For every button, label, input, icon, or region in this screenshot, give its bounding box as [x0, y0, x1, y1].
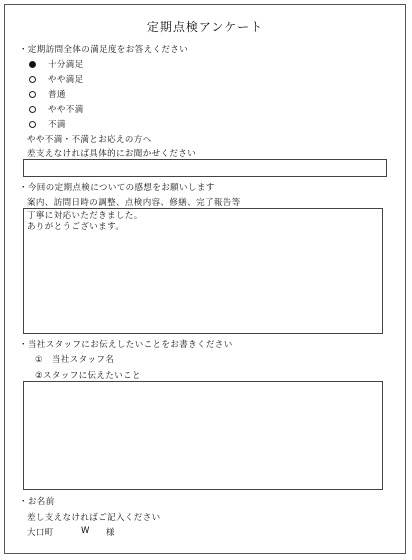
radio-icon[interactable] — [29, 91, 36, 98]
radio-icon[interactable] — [29, 76, 36, 83]
q2-question: ・今回の定期点検についての感想をお願いします — [19, 183, 215, 193]
q1-followup-line1: やや不満・不満とお応えの方へ — [27, 135, 152, 145]
q4-hint: 差し支えなければご記入ください — [27, 513, 161, 523]
survey-form — [4, 4, 406, 554]
form-title: 定期点検アンケート — [146, 20, 264, 34]
q3-question: ・当社スタッフにお伝えしたいことをお書きください — [19, 340, 233, 350]
radio-icon[interactable] — [29, 61, 36, 68]
q3-answer-field[interactable] — [23, 381, 383, 490]
q1-option-label: 普通 — [48, 90, 66, 100]
name-honorific: 様 — [106, 528, 115, 538]
radio-icon[interactable] — [29, 121, 36, 128]
q4-question: ・お名前 — [19, 497, 55, 507]
name-location: 大口町 — [27, 528, 54, 538]
q1-option-4[interactable] — [29, 103, 84, 115]
q2-hint: 案内、訪問日時の調整、点検内容、修繕、完了報告等 — [27, 198, 241, 208]
q1-option-1[interactable] — [29, 58, 84, 70]
q2-answer-field[interactable]: 丁寧に対応いただきました。 ありがとうございます。 — [23, 208, 383, 334]
q1-followup-line2: 差支えなければ具体的にお聞かせください — [27, 149, 197, 159]
q1-option-label: 十分満足 — [48, 60, 84, 70]
q1-answer-field[interactable] — [23, 159, 387, 177]
name-initial: W — [81, 526, 90, 536]
q1-option-label: やや不満 — [48, 105, 84, 115]
q1-option-2[interactable] — [29, 73, 84, 85]
q1-option-label: 不満 — [48, 120, 66, 130]
q1-question: ・定期訪問全体の満足度をお答えください — [19, 45, 189, 55]
q1-option-label: やや満足 — [48, 75, 84, 85]
radio-icon[interactable] — [29, 106, 36, 113]
q1-option-3[interactable] — [29, 88, 66, 100]
q1-option-5[interactable] — [29, 118, 66, 130]
q3-item-message: ②スタッフに伝えたいこと — [35, 371, 141, 381]
q3-item-staff-name: ① 当社スタッフ名 — [35, 355, 115, 365]
